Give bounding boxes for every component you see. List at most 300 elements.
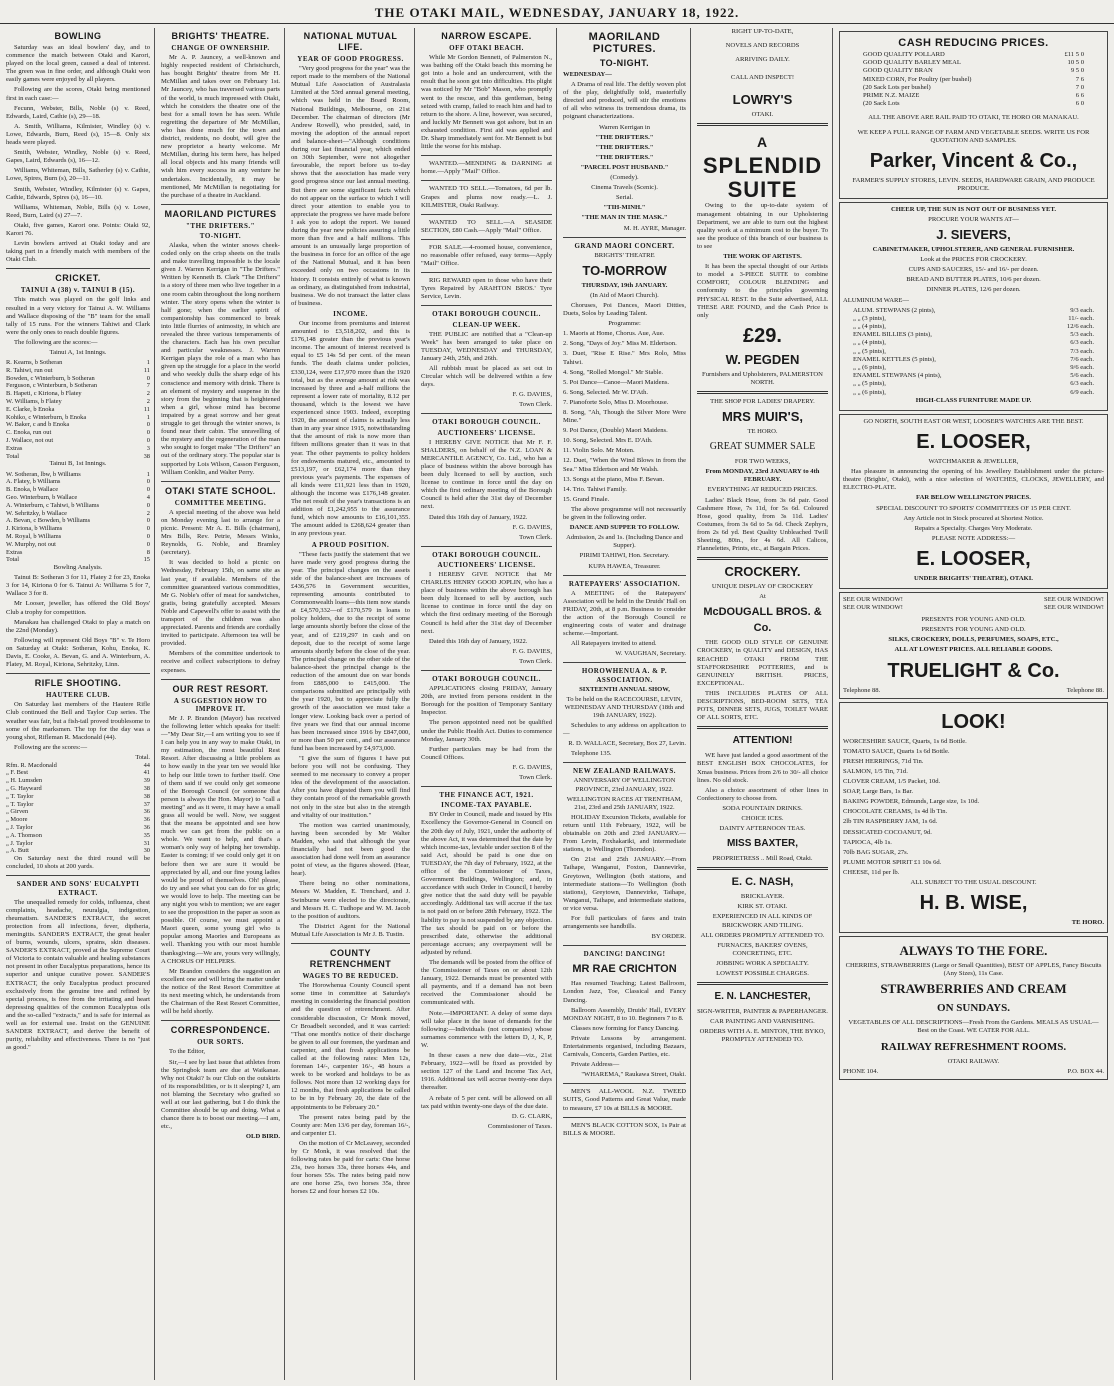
list-item: 2. Song, "Days of Joy." Miss M. Eldertson. (563, 340, 677, 348)
table-row (853, 364, 1094, 372)
classified-ad: WANTED.—MENDING & DARNING at home.—Apply "Mail" Office. (421, 160, 552, 176)
nash-name: E. C. NASH, (731, 876, 794, 889)
ad-text: ALL ORDERS PROMPTLY ATTENDED TO. (700, 931, 825, 939)
ad-text: NOVELS AND RECORDS (725, 42, 800, 50)
row-value: £11 5 0 (1064, 51, 1084, 58)
telephone: Telephone 135. (571, 750, 612, 758)
row-label: GOOD QUALITY POLLARD (863, 51, 945, 58)
table-row (6, 517, 150, 525)
table-row (6, 421, 150, 429)
baxter-name: MISS BAXTER, (726, 838, 799, 850)
article-text: Manakau has challenged Otaki to play a match on the 22nd (Monday). (6, 618, 150, 634)
ad-text: BRICKLAYER. (740, 893, 785, 901)
article-text: The unequalled remedy for colds, influenza, chest complaints, headache, neuralgia, indigestion, rheumatism. SANDER'S EXTRACT, the secret protection from all infections, fever, diptheria, meningitis. SANDER'S EXTRACT, the great healer of burns, wounds, ulcers, sprains, skin diseases. SANDER'S EXTRACT, proved at the Supreme Court of Victoria to contain valuable and healing substances not present in other Eucalyptus preparations, hence its superior and unique curative power. SANDER'S EXTRACT, the only Eucalyptus product procured exclusively from the genuine tree and refined by special process, is free from the irritating and heart depressing qualities of the common Eucalyptus oils and the so-called "extracts," and is safe for internal as well as for external use. Insist on the GENUINE SANDER EXTRACT, and derive the benefit of purity, reliability and effectiveness. There is no "just as good." (6, 898, 150, 1052)
list-item: "THE DRIFTERS." (595, 133, 654, 141)
ad-text: VEGETABLES OF ALL DESCRIPTIONS—Fresh From the Gardens. MEALS AS USUAL—Best on the Coast. WE CATER FOR ALL. (848, 1019, 1099, 1035)
suite-heading: SUITE (727, 177, 798, 203)
concert-venue: BRIGHTS' THEATRE (594, 251, 655, 259)
ad-text: WATCHMAKER & JEWELLER, (928, 458, 1019, 466)
article-text: The person appointed need not be qualified under the Public Health Act. Duties to commence Monday, January 30th. (421, 719, 552, 743)
notice-heading: OTAKI BOROUGH COUNCIL. (432, 550, 541, 559)
table-row (6, 777, 150, 785)
divider (421, 786, 552, 787)
brights-heading: BRIGHTS' THEATRE. (171, 31, 270, 41)
article-text: THE PUBLIC are notified that a "Clean-up Week" has been arranged to take place on TUESDAY, WEDNESDAY and THURSDAY, January 24th, 25th, and 26th. (421, 330, 552, 362)
divider (563, 762, 686, 763)
always-heading: ALWAYS TO THE FORE. (899, 943, 1048, 959)
row-label: (20 Sack Lots (863, 100, 900, 108)
divider (421, 155, 552, 156)
list-item: CHOCOLATE CREAMS, 1s 4d lb Tin. (843, 808, 948, 816)
row-label: GOOD QUALITY BARLEY MEAL (863, 59, 961, 67)
school-subheading: COMMITTEE MEETING. (174, 498, 267, 507)
list-item: 8. Song, "Ah, Though the Silver More Were Mine." (563, 409, 686, 425)
row-label: B. Enoka, b Wallace (6, 486, 59, 494)
concert-heading: GRAND MAORI CONCERT. (574, 241, 675, 250)
rifle-subheading: HAUTERE CLUB. (45, 691, 111, 700)
row-label: Geo. Winterburn, b Wallace (6, 493, 78, 501)
telephone-line (843, 687, 1104, 695)
telephone: Telephone 88. (843, 686, 881, 694)
row-value: 0 (146, 540, 150, 548)
ad-text: SEE OUR WINDOW! (843, 596, 903, 603)
row-value: 0 (146, 437, 150, 445)
table-row (6, 375, 150, 383)
ad-text: ALUMINIUM WARE— (843, 296, 909, 304)
article-text: "These facts justify the statement that we have made very good progress during the year. The principal changes on the assets side of the balance-sheet are increases of £436,576 in Government securities, representing amounts contributed to Commonwealth loans—this item now stands at £4,570,332—of £170,579 in loans to policy holders, due to the receipt of some large amounts shortly before the close of the year, and of £219,297 in cash and on deposit, due to the receipt of some large amounts shortly before the close of the year. The principal change on the other side of the balance-sheet the principal change is the reduction of the amount due on war bonds from £885,000 to £415,000. The comparisons submitted are principally with the year 1920, but to appreciate fully the growth of the association we must take a longer view. Looking back over a period of five years we find that our annual income has been increased since 1916 by £847,000, or more than 50 per cent., and our assurance fund has been increased by £4,973,000. (291, 550, 410, 752)
table-row (6, 525, 150, 533)
signature-title: Commissioner of Taxes. (487, 1122, 552, 1130)
list-item: 3. Duet, "Rise E Rise." Mrs Rolo, Miss Tahiwi. (563, 350, 686, 366)
table-row (863, 84, 1084, 92)
table-row (6, 367, 150, 375)
splendid-heading: SPLENDID (702, 153, 823, 179)
table-row (863, 51, 1084, 59)
ad-text: SEE OUR WINDOW! (1044, 604, 1104, 612)
notice-heading: OTAKI BOROUGH COUNCIL. (432, 418, 541, 427)
row-value: 1 (146, 470, 150, 478)
row-value: 10 5 0 (1067, 59, 1084, 67)
row-value: 7/3 each. (1070, 347, 1094, 355)
table-row (6, 541, 150, 549)
ad-text: FARMER'S SUPPLY STORES, LEVIN. SEEDS, HARDWARE GRAIN, AND PRODUCE PRODUCE. (852, 176, 1095, 192)
table-row (6, 533, 150, 541)
correspondence-subheading: OUR SORTS. (197, 1038, 244, 1047)
article-text: The motion was carried unanimously, having been seconded by Mr Walter Madden, who said that although the year financially had not been good the association had done well from an assurance point of view, as the figures showed. (Hear, hear). (291, 821, 410, 878)
film-list (563, 134, 686, 172)
divider (161, 204, 280, 205)
programme-title: Programme: (608, 320, 641, 328)
school-heading: OTAKI STATE SCHOOL. (165, 485, 276, 496)
ad-text: GO NORTH, SOUTH EAST OR WEST, LOOSER'S WATCHES ARE THE BEST. (863, 417, 1084, 425)
list-item: 9. Poi Dance, (Double) Maori Maidens. (563, 427, 668, 435)
list-item: SOAP, Large Bars, 1s Bar. (843, 788, 914, 796)
article-text: All Ratepayers invited to attend. (571, 640, 657, 648)
article-text: I HEREBY GIVE NOTICE that Mr CHARLES HENRY GOOD JOPLIN, who has a place of business within the above borough has been duly licensed to sell by auction, such license to continue in force until the day on which the first ordinary meeting of the Borough Council is held after the 31st day of December next. (421, 570, 552, 635)
maoriland-subheading: "THE DRIFTERS." (186, 221, 255, 230)
table-row (853, 315, 1094, 323)
cash-prices-ad (839, 31, 1108, 199)
table-row (863, 59, 1084, 67)
table-row (6, 398, 150, 406)
ad-text: SODA FOUNTAIN DRINKS. (722, 804, 803, 812)
article-text: Ballroom Assembly, Druids' Hall, EVERY MONDAY NIGHT, 8 to 10. Beginners 7 to 8. (563, 1006, 686, 1022)
crockery-lines (843, 266, 1104, 294)
row-value: 0 (146, 486, 150, 494)
brights-subheading: CHANGE OF OWNERSHIP. (171, 44, 270, 52)
row-label: Extras (6, 444, 23, 452)
article-text: Williams, Whiteman, Noble, Bills (s) v. Lowe, Reed, Burn, Laird (s) 27—7. (6, 203, 150, 219)
apshow-subheading: SIXTEENTH ANNUAL SHOW, (579, 685, 670, 693)
table-row (6, 793, 150, 801)
ad-text: CALL AND INSPECT! (730, 74, 795, 82)
article-text: All rubbish must be placed as set out in Circular which will be delivered within a few days. (421, 365, 552, 389)
list-item: "THE DRIFTERS." (595, 153, 654, 161)
list-item: 1. Maoris at Home, Chorus. Aue, Aue. (563, 330, 665, 338)
divider (563, 575, 686, 576)
serial-title: "THE MAN IN THE MASK." (581, 214, 668, 222)
subheading: INCOME. (333, 309, 368, 318)
divider (697, 557, 828, 560)
row-label: „ Girven (6, 808, 29, 816)
table-row (6, 478, 150, 486)
article-text: THE GOOD OLD STYLE OF GENUINE CROCKERY, in QUALITY and DESIGN, HAS REACHED OTAKI FROM THE STAFFORDSHIRE POTTERIES, and is GENUINELY BRITISH. PRICES, EXCEPTIONAL. (697, 639, 828, 687)
row-label: „ „ (3 pints), (853, 314, 886, 322)
wise-name: H. B. WISE, (919, 892, 1028, 915)
table-row (853, 323, 1094, 331)
ad-text: EXPERIENCED IN ALL KINDS OF BRICKWORK AND TILING. (712, 913, 813, 929)
list-item: 11. Violin Solo. Mr Moten. (563, 447, 635, 455)
cash-prices-heading: CASH REDUCING PRICES. (898, 37, 1049, 49)
admission-line: Admission, 2s and 1s. (Including Dance and Supper). (566, 534, 683, 550)
ad-text: LOWEST POSSIBLE CHARGES. (716, 970, 809, 977)
notice-subheading: CLEAN-UP WEEK. (452, 320, 521, 329)
dance-line: DANCE AND SUPPER TO FOLLOW. (569, 524, 680, 532)
row-value: 11/- each. (1068, 314, 1094, 322)
railways-subheading: ANNIVERSARY OF WELLINGTON PROVINCE, 23rd JANUARY, 1922. (573, 777, 676, 793)
table-row (6, 414, 150, 422)
divider (697, 391, 828, 394)
list-item: 13. Songs at the piano, Miss F. Bevan. (563, 475, 665, 483)
ad-text: Furnishers and Upholsterers, PALMERSTON NORTH. (702, 370, 823, 386)
article-text: Williams, Whiteman, Bills, Satherley (s) v. Cathie, Lowe, Spires, Burn (s), 20—11. (6, 167, 150, 183)
ad-text: CHERRIES, STRAWBERRIES (Large or Small Quantities), BEST OF APPLES, Fancy Biscuits (Any Sizes), 11s Case. (845, 962, 1102, 978)
rifle-scores (6, 762, 150, 856)
signature: F. G. DAVIES, (512, 647, 552, 655)
strawberries-heading: STRAWBERRIES AND CREAM (880, 981, 1067, 997)
divider (161, 481, 280, 482)
row-value: 36 (143, 816, 150, 824)
ad-text: ARRIVING DAILY. (735, 56, 790, 64)
article-text: Fecunn, Webster, Bills, Noble (s) v. Reed, Edwards, Laird, Cathie (s), 29—18. (6, 104, 150, 120)
row-value: 9/6 each. (1070, 364, 1094, 372)
row-label: „ A. Thomson (6, 831, 42, 839)
list-item: 7. Pianoforte Solo, Miss D. Moorhouse. (563, 398, 669, 406)
classified-ad: WANTED TO SELL.—Tomatoes, 6d per lb. Grapes and plums now ready.—L. J. KILMISTER, Otaki Railway. (421, 185, 552, 209)
divider (6, 268, 150, 269)
row-label: A. Flatey, b Williams (6, 478, 61, 486)
article-text: Sir,—I see by last issue that athletes from the Springbok team are due at Waikanae. Why not Otaki? Is our Club on the outskirts of its responsibilities, or is it sleeping? I, am not blaming the Secretary who grafted so well at our last gathering, but I do think the Committee should be up and doing. What a chance there is to boost our meeting.—I am, etc., (161, 1058, 280, 1131)
article-text: There being no other nominations, Messrs W. Madden, E. Trenchard, and J. Swinburne were elected to the directorate, and Messrs H. C. Tudhope and W. M. Jacob to the position of auditors. (291, 880, 410, 920)
row-value: 7/6 each. (1070, 355, 1094, 363)
row-value: 0 (146, 478, 150, 486)
list-item: BAKING POWDER, Edmunds, Large size, 1s 10d. (843, 798, 980, 806)
article-text: "Very good progress for the year" was the report made to the members of the National Mutual Life Association of Australasia Limited at the 53rd annual general meeting, which was held in the Board Room, National Buildings, Melbourne, on 21st December. The chairman of directors (Mr Andrew Rowell), who presided, said, in moving the adoption of the annual report and balance-sheet—"Although conditions during our last financial year, which ended on 30th September, were not altogether favourable, the report before us to-day shows that the association has made very good progress since our last annual meeting. But there are some significant facts which do not appear on the surface to which I will direct your attention to enable you to appreciate the progress we have made before I ask you to adopt the report. We issued during the year new policies assuring a little more than five and a half millions. This amount is an unusually large proportion of the business in force for an office of the age of the National Mutual, and it has been exceeded only on two occasions in its history. It consists entirely of what is known as ordinary, as distinguished from industrial, business. We do not transact the latter class of business. (291, 65, 410, 307)
table-row (6, 382, 150, 390)
article-text: Owing to the up-to-date system of management obtaining in our Upholstering Department, we are able to turn out the highest quality work at a minimum cost to the buyer. To see the produce of this branch of our business is to see (697, 202, 828, 250)
ad-text: Any Article not in Stock procured at Shortest Notice. (903, 514, 1044, 522)
article-text: Smith, Webster, Windley, Kilmister (s) v. Gapes, Cathie, Edwards, Spires (s), 16—10. (6, 185, 150, 201)
notice-heading: OTAKI BOROUGH COUNCIL. (432, 675, 541, 683)
divider (421, 546, 552, 547)
article-text: Saturday was an ideal bowlers' day, and to commence the match between Otaki and Karori, played on the local green, caused a deal of interest. The green was in fine order, and although Otaki won easily games were enjoyed by all players. (6, 44, 150, 84)
row-label: PRIME N.Z. MAIZE (863, 92, 920, 100)
row-value: 37 (143, 800, 150, 808)
rest-resort-subheading: A SUGGESTION HOW TO IMPROVE IT. (173, 696, 268, 713)
list-item: TOMATO SAUCE, Quarts 1s 6d Bottle. (843, 747, 950, 755)
row-value: 5/3 each. (1070, 331, 1094, 339)
innings-total: Total 38 (6, 452, 150, 460)
table-row (6, 471, 150, 479)
list-item: 2lb TIN RASPBERRY JAM, 1s 6d. (843, 818, 938, 826)
parker-name: Parker, Vincent & Co., (869, 149, 1078, 172)
divider (697, 726, 828, 729)
rifle-heading: RIFLE SHOOTING. (34, 678, 122, 689)
article-text: A. Smith, Williams, Kilmister, Windley (s) v. Lowe, Edwards, Burn, Reed (s), 15—8. Only six heads were played. (6, 122, 150, 147)
sundays-heading: ON SUNDAYS. (937, 1002, 1010, 1015)
table-row (853, 307, 1094, 315)
divider (161, 1020, 280, 1021)
row-value: 2 (146, 509, 150, 517)
row-label: W. Williams, b Flatey (6, 398, 62, 406)
article-text: The Horowhenua County Council spent some time in committee at Saturday's meeting in considering the financial position and the question of retrenchment. After considerable discussion, Cr Monk moved, Cr Broadbelt seconded, and it was carried: "That one month's notice of their discharge be given to all our foremen, the yardman and carpenter, and that fresh applications be called at the following rates: Men 12s, foreman 14/-, carpenter 16/-, 48 hours a week to be worked and holidays to be as follows. Not more than 12 working days for 12 months, that fresh applications be called to be in by February 20, the date of the appointments to be February 20." (291, 982, 410, 1111)
phone: PHONE 104. (843, 1067, 879, 1075)
row-label: R. Kearns, b Sotheran (6, 359, 63, 367)
innings-a-scorecard (6, 359, 150, 453)
ad-text: RIGHT UP-TO-DATE, (731, 28, 794, 35)
masthead: THE OTAKI MAIL, WEDNESDAY, JANUARY 18, 1922. (0, 0, 1114, 24)
county-subheading: WAGES TO BE REDUCED. (302, 972, 399, 981)
table-row (6, 390, 150, 398)
row-label: W. Sehritzky, b Wallace (6, 509, 68, 517)
divider (697, 867, 828, 870)
row-label: „ J. Taylor (6, 839, 33, 847)
apshow-heading: HOROWHENUA A. & P. ASSOCIATION. (581, 667, 668, 684)
row-label: „ „ (4 pints), (853, 323, 886, 331)
article-text: Classes now forming for Fancy Dancing. (571, 1024, 680, 1032)
article-text: Following will represent Old Boys "B" v. Te Horo on Saturday at Otaki: Sotheran, Kohu, Enoka, K. Davis, E. Cooke, A. Bevan, G. and A. Winterburn, A. Flatey, M. Royal, Kiriona, Sehritzky, Linn. (6, 636, 150, 669)
divider (161, 679, 280, 680)
article-text: It has been the special thought of our Artists to model a 3-PIECE SUITE to combine COMFORT, COLOUR BLENDING and conformity to the principles governing PHYSICAL REST. In the Suite advertised, ALL THESE ARE FOUND, and the Cash Price is only (697, 263, 828, 319)
day-label: WEDNESDAY— (563, 71, 612, 78)
comedy-label: (Comedy). (610, 174, 639, 182)
programme-list (563, 330, 686, 504)
truelight-ad (839, 592, 1108, 699)
article-text: I HEREBY GIVE NOTICE that Mr F. F. SHALDERS, on behalf of the N.Z. LOAN & MERCANTILE AGENCY, Co. Ltd., who has a place of business within the above borough has been duly licensed to sell by auction, such license to continue in force until the day on which the first ordinary meeting of the Borough Council is held after the 31st day of December next. (421, 438, 552, 511)
railway-heading: RAILWAY REFRESHMENT ROOMS. (880, 1040, 1067, 1053)
table-row (6, 762, 150, 770)
signature: F. G. DAVIES, (512, 763, 552, 771)
row-label: W. Sotheran, lbw, b Williams (6, 470, 81, 478)
article-text: The demands will be posted from the office of the Commissioner of Taxes on or about 12th January, 1922. Demands must be presented with all payments, and if a demand has not been received the Commissioner should be communicated with. (421, 959, 552, 1007)
row-label: W. Murphy, not out (6, 540, 56, 548)
maoriland-subheading: TO-NIGHT. (199, 231, 242, 240)
concert-when: TO-MORROW (582, 262, 667, 278)
row-value: 6/9 each. (1070, 388, 1094, 396)
article-text: Mr A. P. Jauncey, a well-known and highly respected resident of Christchurch, has bought Brights' theatre from Mr H. McMillan and takes over on February 1st. Mr Jauncey, who has traversed various parts of the world, is much impressed with Otaki, which he considers the theatre one of the best for a small town he has seen. While regretting the departure of Mr McMillan, who has done much for the town and district, residents, no doubt, will give the new proprietor a hearty welcome. Mr McMillan, during his term here, has helped all local objects and his many friends will wish him every success in any venture he undertakes. Incidentally, it may be mentioned, Mr McMillan is negotiating for the purchase of a theatre in Auckland. (161, 54, 280, 199)
column-5 (559, 28, 691, 1380)
bowling-analysis-title: Bowling Analysis. (53, 564, 103, 572)
looser-name: E. LOOSER, (916, 431, 1031, 454)
article-text: On Saturday last members of the Hautere Rifle Club continued the Bell and Taylor Cup series. The weather was fair, but a fish-tail proved troublesome to some of the marksmen. The top for the day was a young shot, Rifleman R. Macdonald (44). (6, 701, 150, 741)
classified-ad: WANTED TO SELL.—A SEASIDE SECTION, £80 Cash.—Apply "Mail" Office. (421, 218, 552, 234)
row-label: Bowden, c Winterburn, b Sotheran (6, 374, 95, 382)
splendid-a: A (756, 134, 769, 151)
list-item: DESSICATED COCOANUT, 9d. (843, 828, 932, 836)
list-item: 15. Grand Finale. (563, 495, 610, 503)
table-row (6, 785, 150, 793)
innings-total: Total 15 (6, 556, 150, 564)
ad-text: THE SHOP FOR LADIES' DRAPERY. (710, 397, 815, 405)
cricket-subheading: TAINUI A (38) v. TAINUI B (15). (20, 286, 136, 295)
article-text: While Mr Gordon Bennett, of Palmerston N., was bathing off the Otaki beach this morning he got into a hole and an undercurrent, with the result that he soon got into difficulties. His plight was noticed by Mr "Bob" Mason, who promptly went to the rescue, and this gentleman, being seized with cramp, failed to reach him and had to return to the shore. A line, however, was secured, and luckily Mr Bennett was got ashore, but in an exhausted condition. First aid was applied and Dr. Sharp immediately sent for. Mr Bennett is but little the worse for his mishap. (421, 54, 552, 151)
subheading: A PROUD POSITION. (311, 540, 390, 549)
row-value: 31 (143, 839, 150, 847)
row-label: ENAMEL BILLIES (3 pints), (853, 331, 932, 339)
ad-text: FAR BELOW WELLINGTON PRICES. (916, 494, 1031, 502)
ad-text: PRESENTS FOR YOUNG AND OLD. (921, 626, 1026, 634)
list-item: CHEESE, 11d per lb. (843, 868, 900, 876)
summer-sale: GREAT SUMMER SALE (709, 441, 816, 453)
table-row (863, 76, 1084, 84)
ad-text: PLEASE NOTE ADDRESS:— (931, 534, 1016, 542)
ad-text: SIGN-WRITER, PAINTER & PAPERHANGER. (697, 1008, 828, 1016)
ad-text: CHOICE ICES. (741, 814, 784, 822)
row-label: „ „ (5 pints), (853, 347, 886, 355)
notice-heading: OTAKI BOROUGH COUNCIL. (432, 310, 541, 319)
classified-ad: FOR SALE.—4-roomed house, convenience, no reasonable offer refused, easy terms—Apply "Mail" Office. (421, 243, 552, 268)
list-item: CUPS AND SAUCERS, 15/- and 16/- per dozen. (908, 266, 1039, 274)
national-mutual-heading: NATIONAL MUTUAL LIFE. (303, 31, 398, 52)
divider (563, 237, 686, 238)
divider (421, 670, 552, 671)
row-value: 2 (146, 398, 150, 406)
article-text: The District Agent for the National Mutual Life Association is Mr J. B. Tustin. (291, 922, 410, 938)
tonight-heading: TO-NIGHT. (599, 58, 650, 68)
ad-text: HIGH-CLASS FURNITURE MADE UP. (915, 396, 1032, 404)
ad-text: Look at the PRICES FOR CROCKERY. (920, 256, 1027, 264)
list-item: SALMON, 1/5 Tin, 71d. (843, 767, 908, 775)
article-text: "I give the sum of figures I have put before you will not be confusing. They seemed to me necessary to convey a proper idea of the development of the association. After you have digested them you will find they contain proof of the remarkable growth not only in the size but also in the strength and vitality of our institution." (291, 754, 410, 819)
article-text: Following are the scores:— (14, 743, 88, 751)
po-box: P.O. BOX 44. (1067, 1067, 1104, 1075)
narrow-escape-heading: NARROW ESCAPE. (441, 31, 532, 41)
national-mutual-subheading: YEAR OF GOOD PROGRESS. (297, 55, 404, 63)
list-item: 5. Poi Dance—Canoe—Maori Maidens. (563, 378, 670, 386)
window-line (843, 596, 1104, 604)
row-value: 11 (143, 405, 150, 413)
article-text: APPLICATIONS closing FRIDAY, January 20th, are invited from persons resident in the Borough for the position of Temporary Sanitary Inspector. (421, 685, 552, 717)
ad-text: JOBBING WORK A SPECIALTY. (716, 959, 809, 967)
ratepayers-heading: RATEPAYERS' ASSOCIATION. (568, 579, 681, 588)
article-text: Members of the committee undertook to receive and collect subscriptions to defray expenses. (161, 650, 280, 674)
article-text: A rebate of 5 per cent. will be allowed on all tax paid within twenty-one days of the due date. (421, 1094, 552, 1110)
attention-heading: ATTENTION! (732, 735, 793, 747)
row-label: R. Tahiwi, run out (6, 366, 53, 374)
ad-text: UNDER BRIGHTS' THEATRE), OTAKI. (914, 574, 1033, 582)
list-item: 6. Song, Selected. Mr W. D'Ath. (563, 388, 649, 396)
row-label: Ferguson, c Winterburn, b Sotheran (6, 382, 98, 390)
row-label: Extras (6, 548, 23, 556)
row-label: ENAMEL STEWPANS (4 pints), (853, 372, 942, 380)
ad-text: CABINETMAKER, UPHOLSTERER, AND GENERAL FURNISHER. (872, 246, 1075, 254)
list-item: "THE DRIFTERS." (595, 143, 654, 151)
ad-text: ALL THE ABOVE ARE RAIL PAID TO OTAKI, TE HORO OR MANAKAU. (868, 114, 1079, 122)
contact-line (843, 1068, 1104, 1076)
ad-text: FOR TWO WEEKS, (734, 458, 791, 466)
list-item: 14. Trio. Tahiwi Family. (563, 485, 627, 493)
ad-text: TE HORO. (747, 428, 778, 436)
article-text: Private Address— (571, 1061, 620, 1069)
railways-subheading: WELLINGTON RACES AT TRENTHAM, 21st, 23rd and 25th JANUARY, 1922. (566, 795, 683, 811)
row-value: 39 (143, 777, 150, 785)
ad-text: PRESENTS FOR YOUNG AND OLD. (921, 616, 1026, 624)
row-value: 2 (146, 390, 150, 398)
divider (421, 305, 552, 306)
divider (421, 413, 552, 414)
crichton-heading: MR RAE CRICHTON (572, 963, 677, 976)
list-item: 10. Song, Selected. Mrs E. D'Ath. (563, 437, 653, 445)
divider (291, 943, 410, 944)
row-label: E. Clarke, b Enoka (6, 405, 55, 413)
ad-text: ALL SUBJECT TO THE USUAL DISCOUNT. (910, 878, 1037, 886)
concert-aid: (In Aid of Maori Church). (590, 291, 659, 299)
article-text: Dated this 16th day of January, 1922. (429, 513, 528, 521)
look-heading: LOOK! (941, 710, 1006, 733)
concert-date: THURSDAY, 19th JANUARY. (581, 281, 668, 289)
ad-text: SEE OUR WINDOW! (843, 604, 903, 612)
table-row (6, 832, 150, 840)
maoriland-heading: MAORILAND PICTURES (164, 208, 277, 219)
row-value: 9 5 0 (1070, 67, 1084, 75)
aluminium-lines (843, 307, 1104, 397)
sander-heading: SANDER AND SONS' EUCALYPTI EXTRACT. (16, 880, 140, 897)
innings-b-scorecard (6, 471, 150, 557)
truelight-name: TRUELIGHT & Co. (887, 659, 1060, 682)
price-list (843, 51, 1104, 108)
list-item: "PARCEL POST HUSBAND." (580, 163, 669, 171)
article-text: It was decided to hold a picnic on Wednesday, February 15th, on same site as last year, if available. Members of the committee guaranteed various commodities, Mr G. Noble's offer of meat for sandwiches, gratis, being gratefully accepted. Messrs Noble and Capewell's offer to assist with the transport of the children was also appreciated. Parents and friends are cordially invited to participate. Afternoon tea will be provided. (161, 559, 280, 648)
row-value: 6/3 each. (1070, 380, 1094, 388)
column-3 (287, 28, 415, 1380)
ad-text: Repairs a Specialty. Charges Very Moderate. (914, 524, 1033, 532)
row-value: 0 (146, 517, 150, 525)
article-text: Dated this 16th day of January, 1922. (429, 637, 528, 645)
cricket-heading: CRICKET. (55, 273, 101, 284)
list-item: PLUME MOTOR SPIRIT £1 10s 6d. (843, 858, 942, 866)
article-text: THIS INCLUDES PLATES OF ALL DESCRIPTIONS, BED-ROOM SETS, TEA POTS, DINNER SETS, JUGS, TOILET WARE OF ALL SORTS, ETC. (697, 689, 828, 722)
article-text: On Saturday next the third round will be concluded, 10 shots at 200 yards. (6, 855, 150, 871)
row-label: J. Kiriona, b Williams (6, 525, 63, 533)
divider (421, 239, 552, 240)
table-row (6, 769, 150, 777)
ad-text: UNIQUE DISPLAY OF CROCKERY (711, 583, 814, 591)
table-row (853, 356, 1094, 364)
row-value: 11 (143, 366, 150, 374)
notice-subheading: AUCTIONEERS' LICENSE. (437, 428, 536, 437)
rifle-total-label: Total. (135, 753, 150, 761)
signature: BY ORDER. (651, 933, 686, 941)
